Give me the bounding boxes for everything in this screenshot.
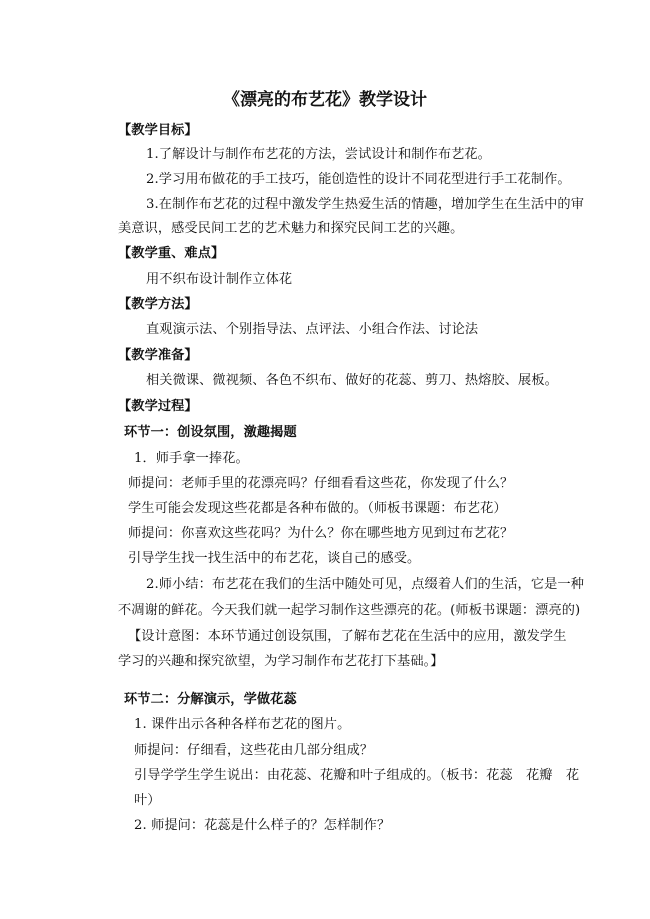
step2-line-4: 叶） xyxy=(134,793,161,808)
key-points-text: 用不织布设计制作立体花 xyxy=(146,272,293,287)
objective-item-3-cont: 美意识，感受民间工艺的艺术魅力和探究民间工艺的兴趣。 xyxy=(118,221,464,236)
step2-line-3: 引导学学生学生说出：由花蕊、花瓣和叶子组成的。（板书：花蕊 花瓣 花 xyxy=(134,768,580,783)
step2-line-1: 1. 课件出示各种各样布艺花的图片。 xyxy=(134,717,351,732)
step1-line-2: 师提问：老师手里的花漂亮吗？仔细看看这些花，你发现了什么？ xyxy=(128,476,514,491)
preparation-text: 相关微课、微视频、各色不织布、做好的花蕊、剪刀、热熔胶、展板。 xyxy=(146,373,558,388)
step2-line-5: 2. 师提问：花蕊是什么样子的？怎样制作？ xyxy=(134,818,391,833)
step1-line-7: 不凋谢的鲜花。今天我们就一起学习制作这些漂亮的花。(师板书课题：漂亮的) xyxy=(118,603,581,618)
step1-design-intent-1: 【设计意图：本环节通过创设氛围，了解布艺花在生活中的应用，激发学生 xyxy=(128,629,567,644)
step1-heading: 环节一：创设氛围，激趣揭题 xyxy=(124,425,297,440)
step1-line-3: 学生可能会发现这些花都是各种布做的。（师板书课题：布艺花） xyxy=(128,501,507,516)
step1-line-5: 引导学生找一找生活中的布艺花，谈自己的感受。 xyxy=(128,551,421,566)
document-title: 《漂亮的布艺花》教学设计 xyxy=(223,90,427,110)
objective-item-3: 3.在制作布艺花的过程中激发学生热爱生活的情趣，增加学生在生活中的审 xyxy=(146,197,584,212)
methods-text: 直观演示法、个别指导法、点评法、小组合作法、讨论法 xyxy=(146,322,479,337)
step1-line-4: 师提问：你喜欢这些花吗？为什么？你在哪些地方见到过布艺花？ xyxy=(128,526,514,541)
objective-item-2: 2.学习用布做花的手工技巧，能创造性的设计不同花型进行手工花制作。 xyxy=(146,172,571,187)
methods-heading: 【教学方法】 xyxy=(118,297,198,312)
preparation-heading: 【教学准备】 xyxy=(118,348,198,363)
step1-line-6: 2.师小结：布艺花在我们的生活中随处可见，点缀着人们的生活，它是一种 xyxy=(146,577,584,592)
step2-line-2: 师提问：仔细看，这些花由几部分组成？ xyxy=(134,743,374,758)
key-points-heading: 【教学重、难点】 xyxy=(118,246,225,261)
step2-heading: 环节二：分解演示，学做花蕊 xyxy=(124,692,297,707)
objective-item-1: 1.了解设计与制作布艺花的方法，尝试设计和制作布艺花。 xyxy=(146,147,491,162)
step1-line-1: 1．师手拿一捧花。 xyxy=(134,451,249,466)
objectives-heading: 【教学目标】 xyxy=(118,123,198,138)
step1-design-intent-2: 学习的兴趣和探究欲望，为学习制作布艺花打下基础。】 xyxy=(118,654,444,669)
process-heading: 【教学过程】 xyxy=(118,399,198,414)
